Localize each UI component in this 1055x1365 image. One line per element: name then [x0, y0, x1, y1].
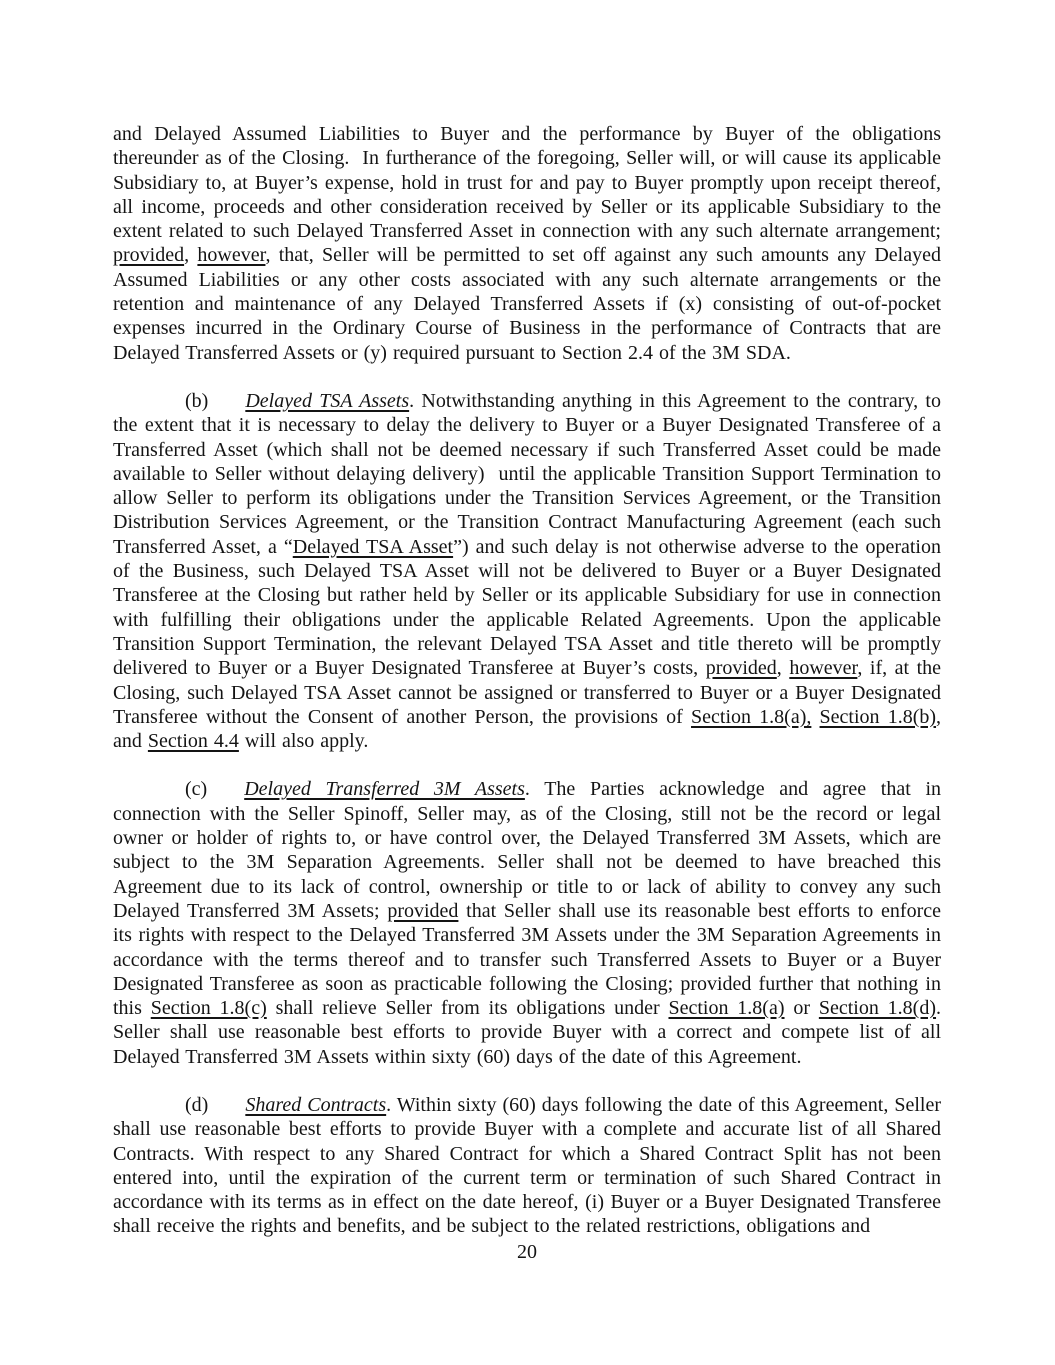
text-run: that Seller shall use its reasonable best efforts to enforce its rights with respect to the Delayed Transferred 3M Assets under the 3M Separation Agreements in accordance with the terms thereof and to transfer such Transferred Assets to Buyer or a Buyer Designated Transferee as soon as practicable following the Closing; provided further that nothing in this: [113, 899, 941, 1020]
proviso-term: however: [197, 244, 266, 267]
section-reference: Section 4.4: [147, 730, 239, 753]
proviso-term: however: [789, 657, 858, 680]
clause-heading: Delayed Transferred 3M Assets: [244, 778, 525, 801]
text-run: and Delayed Assumed Liabilities to Buyer and the performance by Buyer of the obligations thereunder as of the Closing. In furtherance of the foregoing, Seller will, or will cause its applicable Subsidiary to, at Buyer’s expense, hold in trust for and pay to Buyer promptly upon receipt thereof, all income, proceeds and other consideration received by Seller or its applicable Subsidiary to the extent related to such Delayed Transferred Asset in connection with any such alternate arrangement;: [113, 123, 941, 243]
clause-heading: Shared Contracts: [245, 1093, 387, 1116]
document-content: [113, 122, 941, 1264]
text-run: [811, 706, 819, 728]
text-run: ,: [776, 657, 790, 680]
section-reference: Section 1.8(a): [668, 997, 785, 1020]
text-run: ”) and such delay is not otherwise adverse to the operation of the Business, such Delayed TSA Asset will not be delivered to Buyer or a Buyer Designated Transferee at the Closing but rather held by Seller or its applicable Subsidiary for use in connection with fulfilling their obligations under the applicable Related Agreements. Upon the applicable Transition Support Termination, the relevant Delayed TSA Asset and title thereto will be promptly delivered to Buyer or a Buyer Designated Transferee at Buyer’s costs,: [113, 535, 941, 680]
text-run: . Within sixty (60) days following the date of this Agreement, Seller shall use reasonable best efforts to provide Buyer with a complete and accurate list of all Shared Contracts. With respect to any Shared Contract for which a Shared Contract Split has not been entered into, until the expiration of the current term or termination of such Shared Contract in accordance with its terms as in effect on the date hereof, (i) Buyer or a Buyer Designated Transferee shall receive the rights and benefits, and be subject to the related restrictions, obligations and: [113, 1093, 941, 1238]
paragraph-section-d: [113, 1093, 941, 1239]
page-number: 20: [517, 1240, 537, 1263]
proviso-term: provided: [113, 244, 185, 267]
document-body: [113, 122, 941, 1239]
paragraph-section-c: [113, 777, 941, 1069]
text-run: will also apply.: [238, 730, 369, 753]
text-run: , that, Seller will be permitted to set off against any such amounts any Delayed Assumed Liabilities or any other costs associated with any such alternate arrangements or the retention and maintenance of any Delayed Transferred Assets if (x) consisting of out-of-pocket expenses incurred in the Ordinary Course of Business in the performance of Contracts that are Delayed Transferred Assets or (y) required pursuant to Section 2.4 of the 3M SDA.: [113, 244, 941, 364]
clause-letter: (b): [185, 389, 209, 412]
text-run: . Notwithstanding anything in this Agreement to the contrary, to the extent that it is necessary to delay the delivery to Buyer or a Buyer Designated Transferee of a Transferred Asset (which shall not be deemed necessary if such Transferred Asset could be made available to Seller without delaying delivery) until the applicable Transition Support Termination to allow Seller to perform its obligations under the Transition Services Agreement, or the Transition Distribution Services Agreement, or the Transition Contract Manufacturing Agreement (each such Transferred Asset, a “: [113, 389, 941, 558]
text-run: , and: [113, 705, 942, 753]
proviso-term: provided: [387, 899, 459, 922]
clause-letter: (d): [185, 1093, 209, 1116]
text-run: . Seller shall use reasonable best efforts to provide Buyer with a correct and compete list of all Delayed Transferred 3M Assets within sixty (60) days of the date of this Agreement.: [113, 997, 942, 1068]
text-run: shall relieve Seller from its obligations under: [266, 997, 669, 1020]
text-run: . The Parties acknowledge and agree that in connection with the Seller Spinoff, Seller may, as of the Closing, still not be the record or legal owner or holder of rights to, or have control over, the Delayed Transferred 3M Assets, which are subject to the 3M Separation Agreements. Seller shall not be deemed to have breached this Agreement due to its lack of control, ownership or title to or lack of ability to convey any such Delayed Transferred 3M Assets;: [113, 778, 942, 922]
defined-term: Delayed TSA Asset: [292, 535, 454, 558]
section-reference: Section 1.8(d): [818, 997, 937, 1020]
section-reference: Section 1.8(a),: [691, 705, 812, 728]
text-run: or: [784, 997, 819, 1020]
paragraph-continuation: [113, 122, 941, 365]
paragraph-section-b: [113, 389, 941, 753]
clause-letter: (c): [185, 778, 208, 801]
section-reference: Section 1.8(b): [819, 705, 937, 728]
text-run: , if, at the Closing, such Delayed TSA Asset cannot be assigned or transferred to Buyer or a Buyer Designated Transferee without the Consent of another Person, the provisions of: [113, 657, 941, 728]
clause-heading: Delayed TSA Assets: [245, 389, 410, 412]
proviso-term: provided: [705, 657, 777, 680]
section-reference: Section 1.8(c): [150, 997, 267, 1020]
text-run: ,: [184, 244, 198, 267]
